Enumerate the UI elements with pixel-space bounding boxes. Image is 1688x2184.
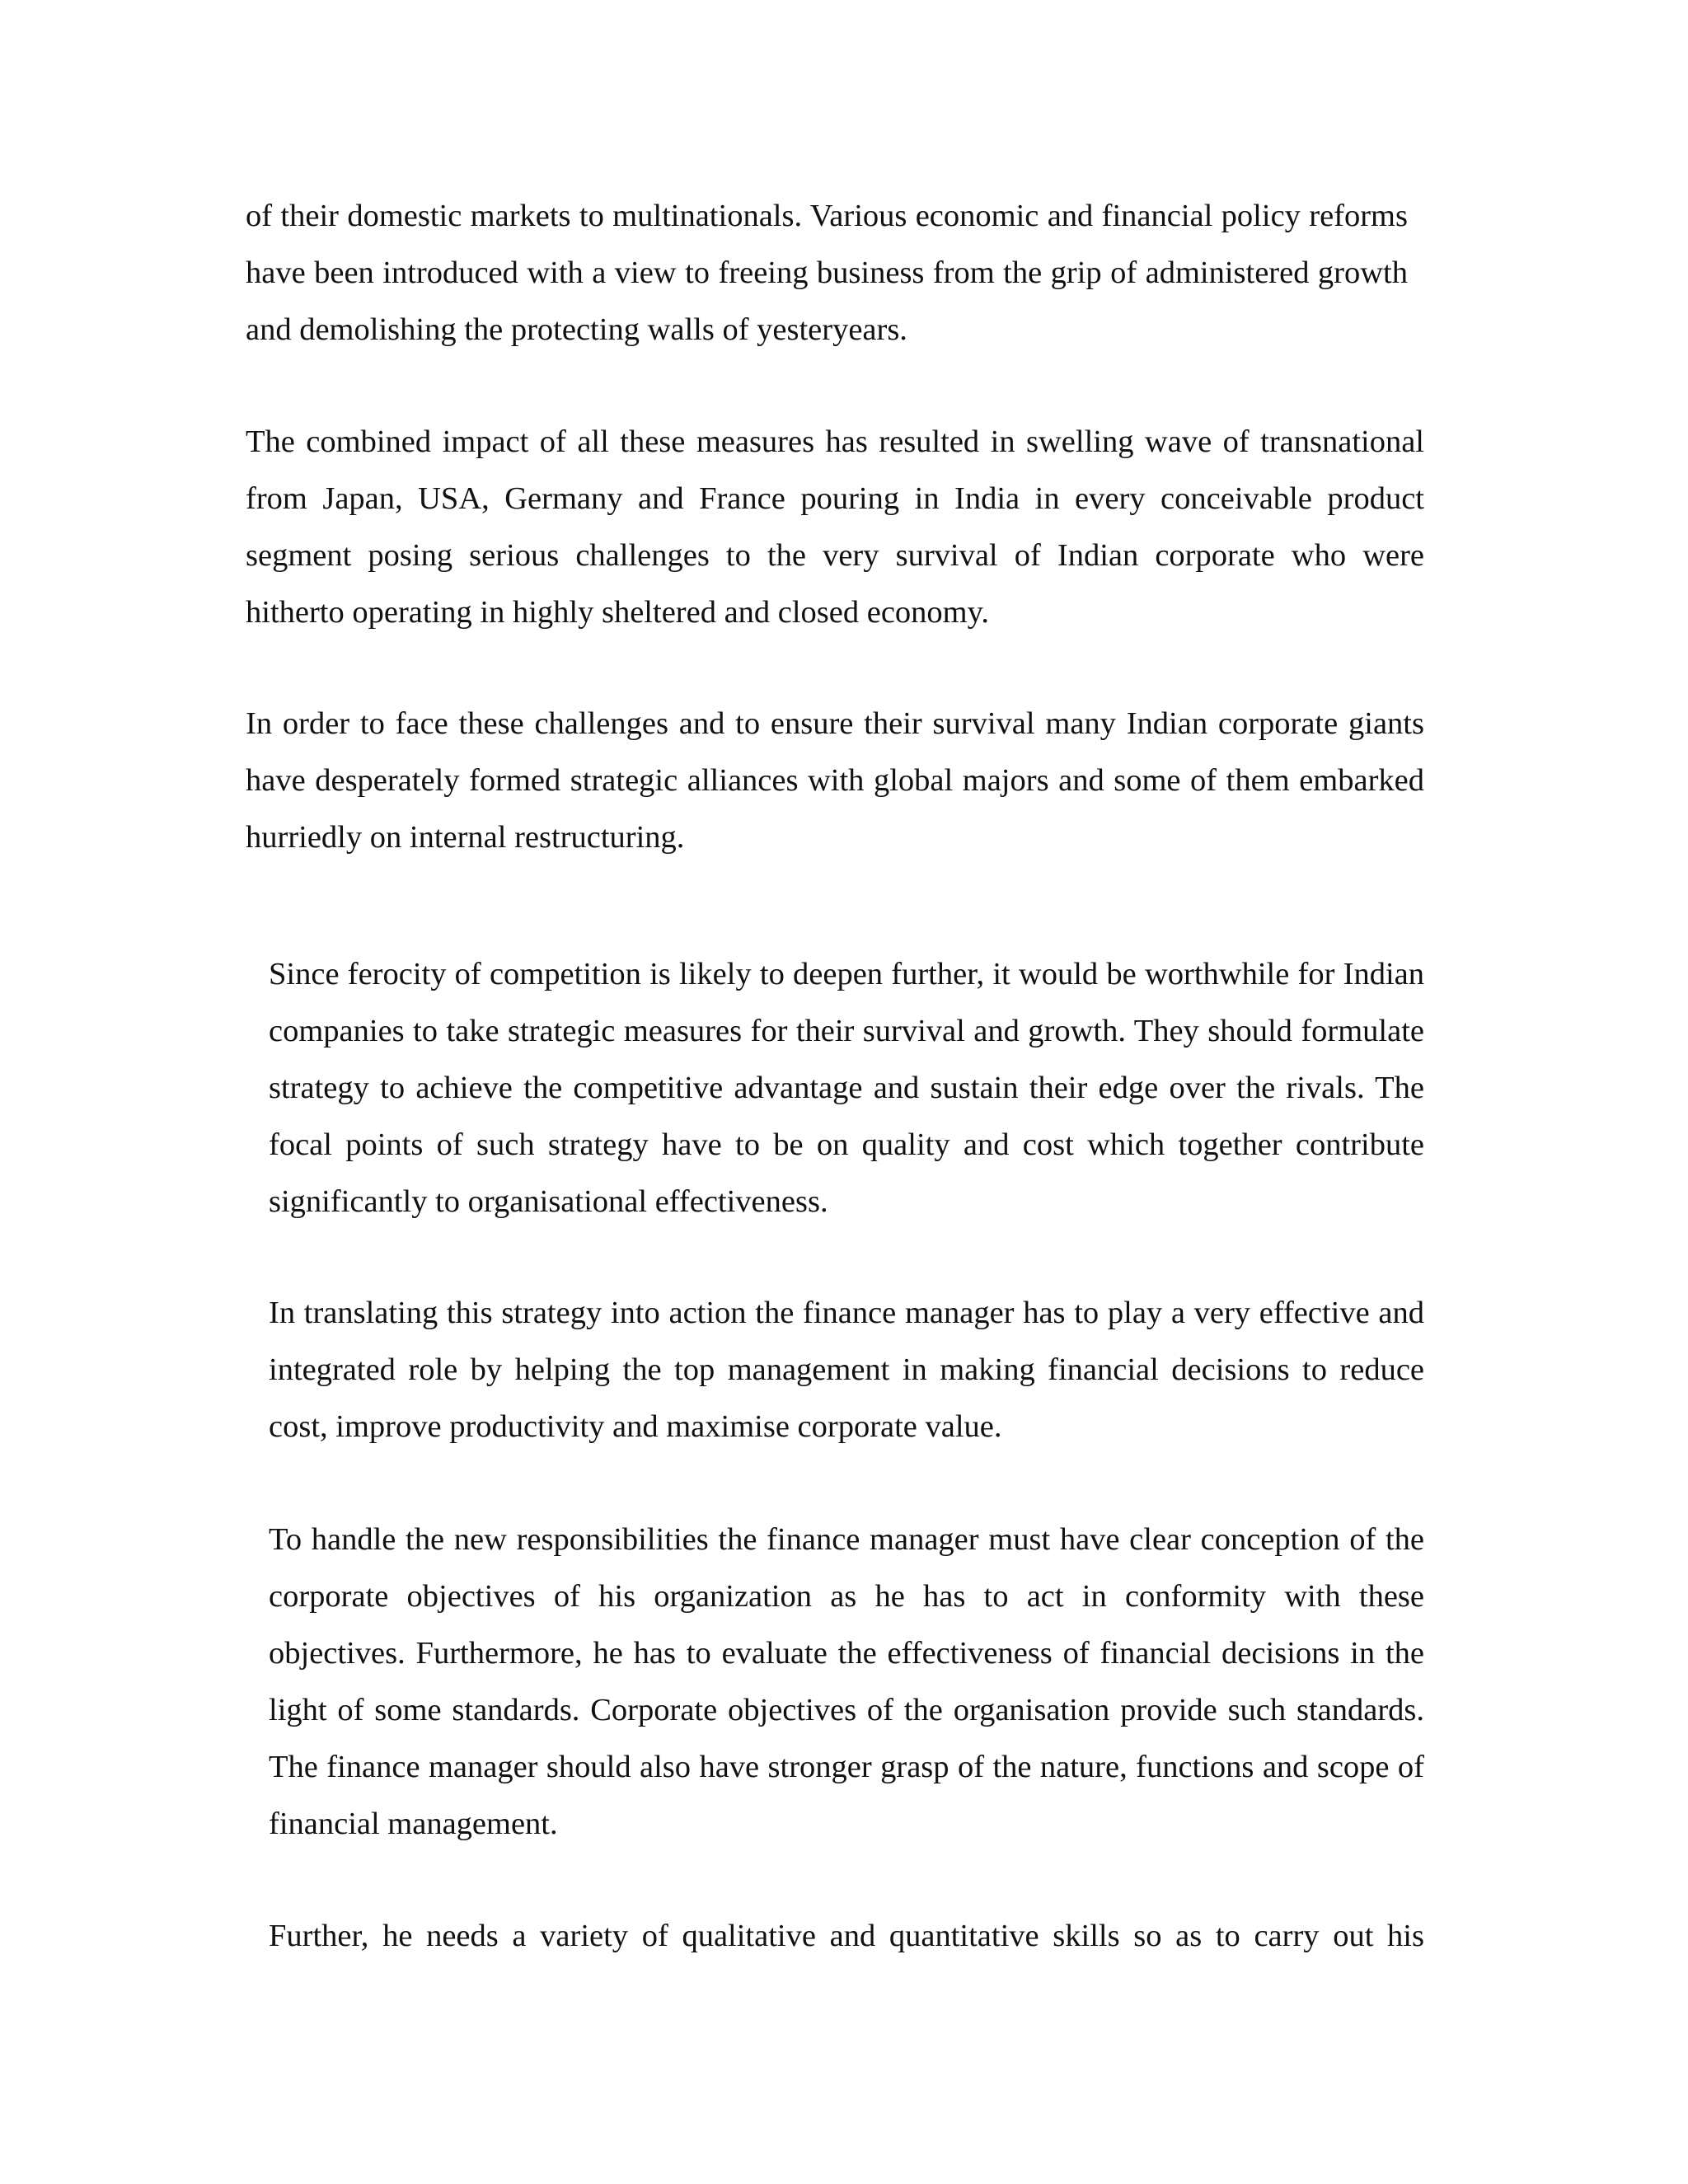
paragraph-combined-impact: The combined impact of all these measures has resulted in swelling wave of transnational from Japan, USA, Germany and France pouring in India in every conceivable product segment posing serious challenges to the very survival of Indian corporate who were hitherto operating in highly sheltered and closed economy. [246, 424, 1424, 630]
paragraph-new-responsibilities: To handle the new responsibilities the finance manager must have clear conception of the corporate objectives of his organization as he has to act in conformity with these objectives. Furthermore, he has to evaluate the effectiveness of financial decisions in the light of some standards. Corporate objectives of the organisation provide such standards. The finance manager should also have stronger grasp of the nature, functions and scope of financial management. [269, 1522, 1424, 1841]
paragraph-face-challenges: In order to face these challenges and to ensure their survival many Indian corporate giants have desperately formed strategic alliances with global majors and some of them embarked hurriedly on internal restructuring. [246, 706, 1424, 855]
paragraph-further-skills: Further, he needs a variety of qualitative and quantitative skills so as to carry out his [269, 1919, 1424, 1953]
paragraph-translating-strategy: In translating this strategy into action the finance manager has to play a very effective and integrated role by helping the top management in making financial decisions to reduce cost, improve productivity and maximise corporate value. [269, 1296, 1424, 1444]
paragraph-domestic-markets: of their domestic markets to multinationals. Various economic and financial policy reforms have been introduced with a view to freeing business from the grip of administered growth and demolishing the protecting walls of yesteryears. [246, 199, 1408, 347]
paragraph-ferocity-of-competition: Since ferocity of competition is likely to deepen further, it would be worthwhile for Indian companies to take strategic measures for their survival and growth. They should formulate strategy to achieve the competitive advantage and sustain their edge over the rivals. The focal points of such strategy have to be on quality and cost which together contribute significantly to organisational effectiveness. [269, 957, 1424, 1219]
